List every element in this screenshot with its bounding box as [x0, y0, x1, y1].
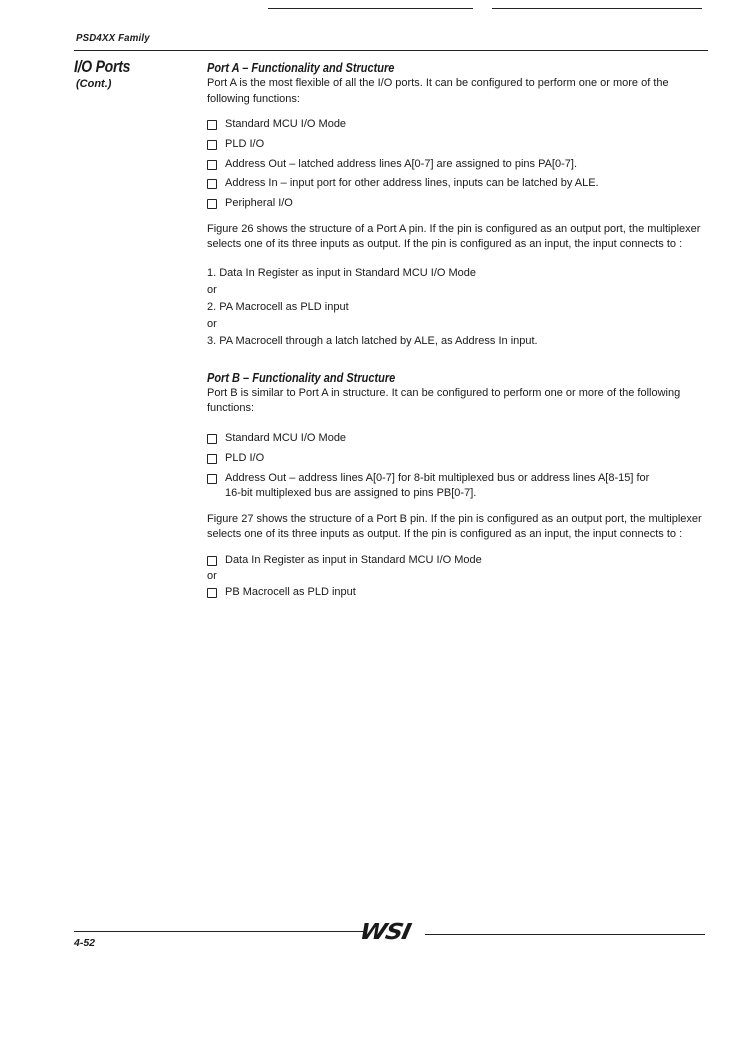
- section-sidebar-subtitle: (Cont.): [76, 78, 112, 90]
- port-a-input-list: [207, 265, 707, 350]
- or-separator: or: [207, 317, 217, 330]
- port-b-intro: Port B is similar to Port A in structure. It can be configured to perform one or more of the following functions:: [207, 386, 681, 415]
- checkbox-icon: [207, 120, 217, 130]
- checkbox-icon: [207, 474, 217, 484]
- list-item: PLD I/O: [207, 137, 707, 153]
- port-a-heading: Port A – Functionality and Structure: [207, 61, 395, 75]
- list-item: Data In Register as input in Standard MCU I/O Mode: [207, 553, 707, 569]
- checkbox-icon: [207, 588, 217, 598]
- port-b-function-list: [207, 431, 707, 502]
- checkbox-icon: [207, 434, 217, 444]
- list-item: 1. Data In Register as input in Standard MCU I/O Mode: [207, 266, 477, 279]
- port-b-figure-description: Figure 27 shows the structure of a Port B pin. If the pin is configured as an output port, the multiplexer selects one of its three inputs as output. If the pin is configured as an input, the input connects to :: [207, 512, 702, 541]
- list-item: Address In – input port for other address lines, inputs can be latched by ALE.: [207, 176, 707, 192]
- checkbox-icon: [207, 140, 217, 150]
- port-b-input-list: [207, 553, 707, 569]
- list-item: Address Out – latched address lines A[0-7] are assigned to pins PA[0-7].: [207, 157, 707, 173]
- section-sidebar-title: I/O Ports: [74, 58, 131, 76]
- top-decorative-rule-left: [268, 8, 473, 9]
- checkbox-icon: [207, 160, 217, 170]
- list-item: PB Macrocell as PLD input: [207, 585, 707, 601]
- list-item: Standard MCU I/O Mode: [207, 117, 707, 133]
- port-a-figure-description: Figure 26 shows the structure of a Port A pin. If the pin is configured as an output port, the multiplexer selects one of its three inputs as output. If the pin is configured as an input, the input connects to :: [207, 222, 701, 251]
- port-b-input-list-continued: [207, 585, 707, 601]
- footer-rule-left: [74, 931, 364, 932]
- footer-rule-right: [425, 934, 705, 935]
- header-rule: [74, 50, 708, 51]
- wsi-logo: WSI: [357, 920, 413, 945]
- page-number: 4-52: [74, 937, 96, 949]
- list-item: PLD I/O: [207, 451, 707, 467]
- port-b-heading: Port B – Functionality and Structure: [207, 370, 396, 385]
- checkbox-icon: [207, 454, 217, 464]
- port-a-intro: Port A is the most flexible of all the I/O ports. It can be configured to perform one or more of the following functions:: [207, 77, 669, 105]
- list-item: Address Out – address lines A[0-7] for 8-bit multiplexed bus or address lines A[8-15] for 16-bit multiplexed bus are assigned to pins PB[0-7].: [207, 471, 707, 502]
- or-separator: or: [207, 283, 217, 296]
- checkbox-icon: [207, 199, 217, 209]
- list-item: 2. PA Macrocell as PLD input: [207, 300, 349, 313]
- list-item: Peripheral I/O: [207, 196, 707, 212]
- running-header-title: PSD4XX Family: [76, 32, 150, 44]
- port-a-function-list: [207, 117, 707, 212]
- list-item: 3. PA Macrocell through a latch latched by ALE, as Address In input.: [207, 334, 538, 347]
- checkbox-icon: [207, 179, 217, 189]
- main-content: [207, 60, 707, 605]
- or-separator: or: [207, 570, 217, 583]
- list-item: Standard MCU I/O Mode: [207, 431, 707, 447]
- checkbox-icon: [207, 556, 217, 566]
- top-decorative-rule-right: [492, 8, 702, 9]
